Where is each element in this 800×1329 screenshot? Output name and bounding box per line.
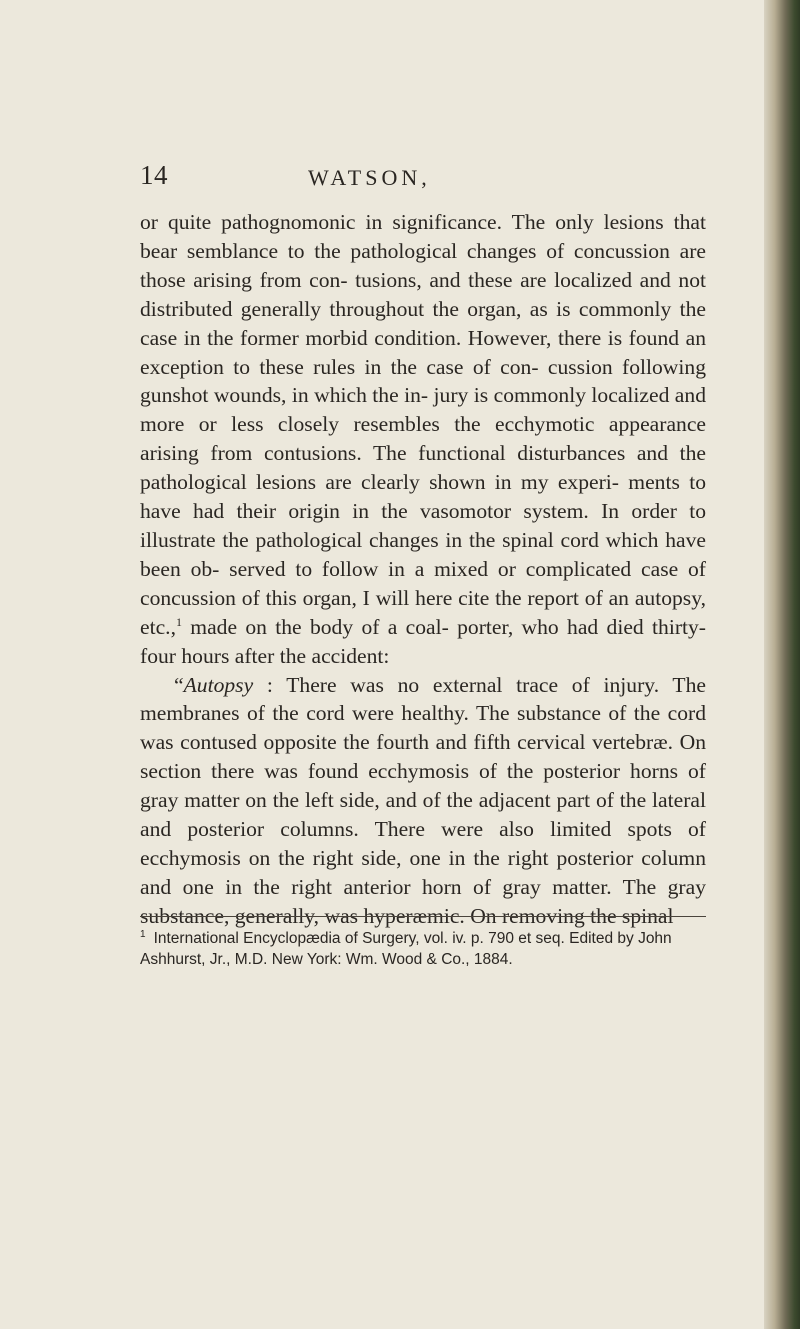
paragraph-1 — [140, 208, 706, 671]
paragraph-2 — [140, 671, 706, 931]
page-edge-shadow — [764, 0, 800, 1329]
footnote-rule — [140, 916, 706, 917]
body-text — [140, 208, 706, 931]
paragraph-2-text: : There was no external trace of injury. The membranes of the cord were healthy. The substance of the cord was contused opposite the fourth and fifth cervical vertebræ. On section there was found ecchymosis of the posterior horns of gray matter on the left side, and of the adjacent part of the lateral and posterior columns. There were also limited spots of ecchymosis on the right side, one in the right posterior column and one in the right anterior horn of gray matter. The gray substance, generally, was hyperæmic. On removing the spinal — [140, 672, 706, 928]
quote-open: “ — [174, 672, 184, 697]
footnote-text: International Encyclopædia of Surgery, vol. iv. p. 790 et seq. Edited by John Ashhurst, Jr., M.D. New York: Wm. Wood & Co., 1884. — [140, 930, 672, 969]
paragraph-1-end: made on the body of a coal- porter, who had died thirty-four hours after the accident: — [140, 614, 706, 668]
running-head: WATSON, — [308, 165, 431, 190]
footnote-mark: 1 — [140, 929, 146, 940]
paragraph-1-text: or quite pathognomonic in significance. The only lesions that bear semblance to the pathological changes of concussion are those arising from con- tusions, and these are localized and not distributed generally throughout the organ, as is commonly the case in the former morbid condition. However, there is found an exception to these rules in the case of con- cussion following gunshot wounds, in which the in- jury is commonly localized and more or less closely resembles the ecchymotic appearance arising from contusions. The functional disturbances and the pathological lesions are clearly shown in my experi- ments to have had their origin in the vasomotor system. In order to illustrate the pathological changes in the spinal cord which have been ob- served to follow in a mixed or complicated case of concussion of this organ, I will here cite the report of an autopsy, etc., — [140, 210, 706, 639]
autopsy-label: Autopsy — [183, 672, 254, 697]
footnote — [140, 924, 706, 970]
page-number: 14 — [140, 160, 168, 190]
footnote-reference: 1 — [175, 614, 182, 629]
